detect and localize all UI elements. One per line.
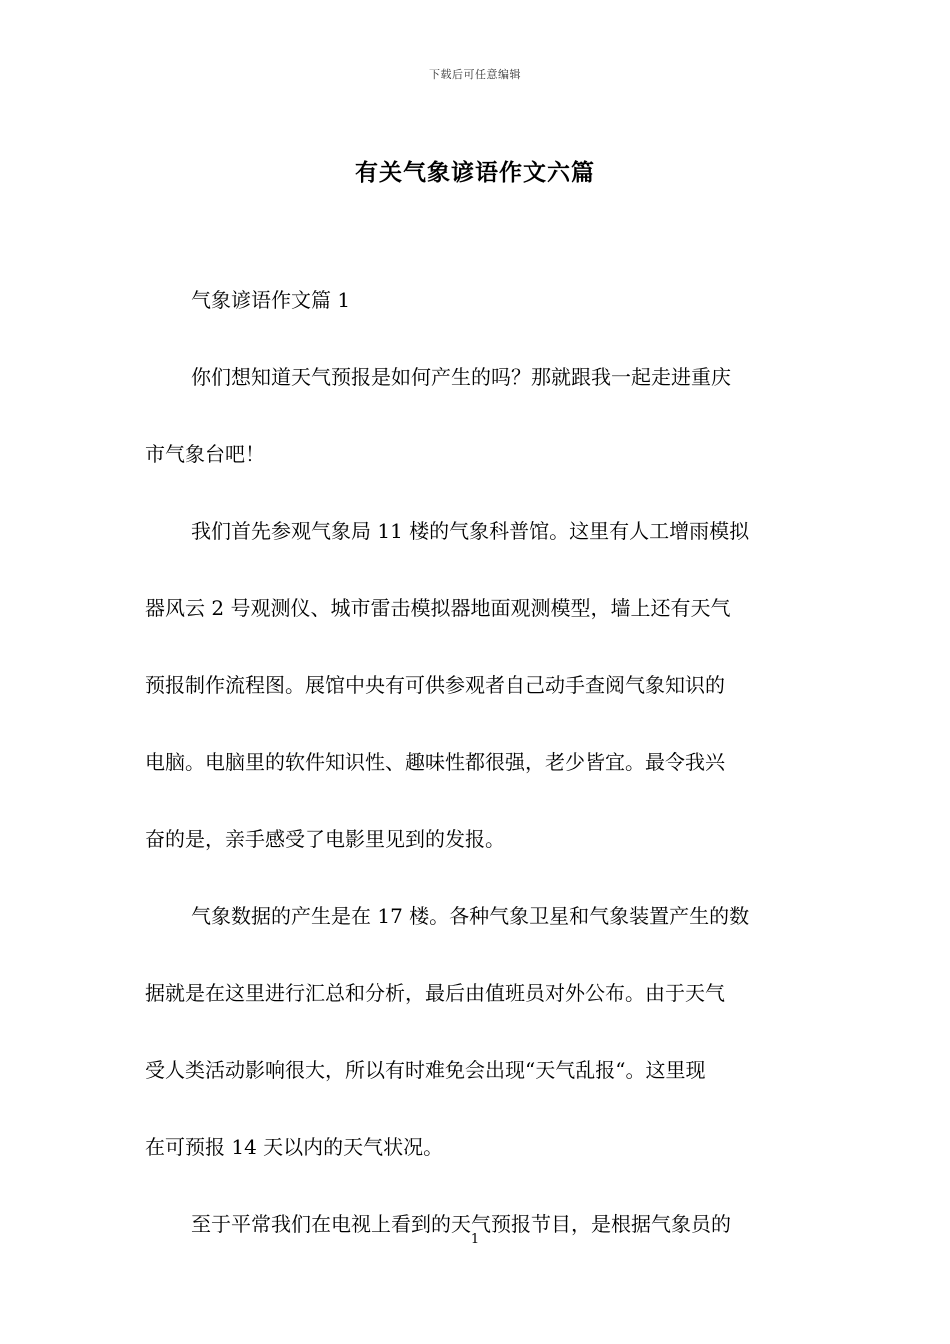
section-heading-block [145, 280, 807, 320]
paragraph-line: 你们想知道天气预报是如何产生的吗？那就跟我一起走进重庆 [191, 365, 731, 389]
document-title: 有关气象谚语作文六篇 [355, 159, 595, 186]
paragraph-2 [145, 511, 807, 859]
paragraph-line: 器风云 2 号观测仪、城市雷击模拟器地面观测模型，墙上还有天气 [145, 596, 731, 620]
paragraph-line: 气象数据的产生是在 17 楼。各种气象卫星和气象装置产生的数 [191, 904, 750, 928]
paragraph-line: 奋的是，亲手感受了电影里见到的发报。 [145, 827, 505, 851]
paragraph-line: 我们首先参观气象局 11 楼的气象科普馆。这里有人工增雨模拟 [191, 519, 750, 543]
paragraph-line: 受人类活动影响很大，所以有时难免会出现“天气乱报“。这里现 [145, 1058, 706, 1082]
section-heading: 气象谚语作文篇 1 [191, 288, 351, 312]
paragraph-line: 预报制作流程图。展馆中央有可供参观者自己动手查阅气象知识的 [145, 673, 725, 697]
paragraph-3 [145, 896, 807, 1167]
paragraph-line: 在可预报 14 天以内的天气状况。 [145, 1135, 444, 1159]
paragraph-line: 据就是在这里进行汇总和分析，最后由值班员对外公布。由于天气 [145, 981, 725, 1005]
page-number: 1 [470, 1232, 480, 1247]
document-body [145, 280, 807, 1281]
paragraph-1 [145, 357, 807, 474]
header-note: 下载后可任意编辑 [429, 68, 521, 81]
paragraph-line: 至于平常我们在电视上看到的天气预报节目，是根据气象员的 [191, 1212, 731, 1236]
paragraph-line: 市气象台吧！ [145, 442, 265, 466]
paragraph-line: 电脑。电脑里的软件知识性、趣味性都很强，老少皆宜。最令我兴 [145, 750, 725, 774]
